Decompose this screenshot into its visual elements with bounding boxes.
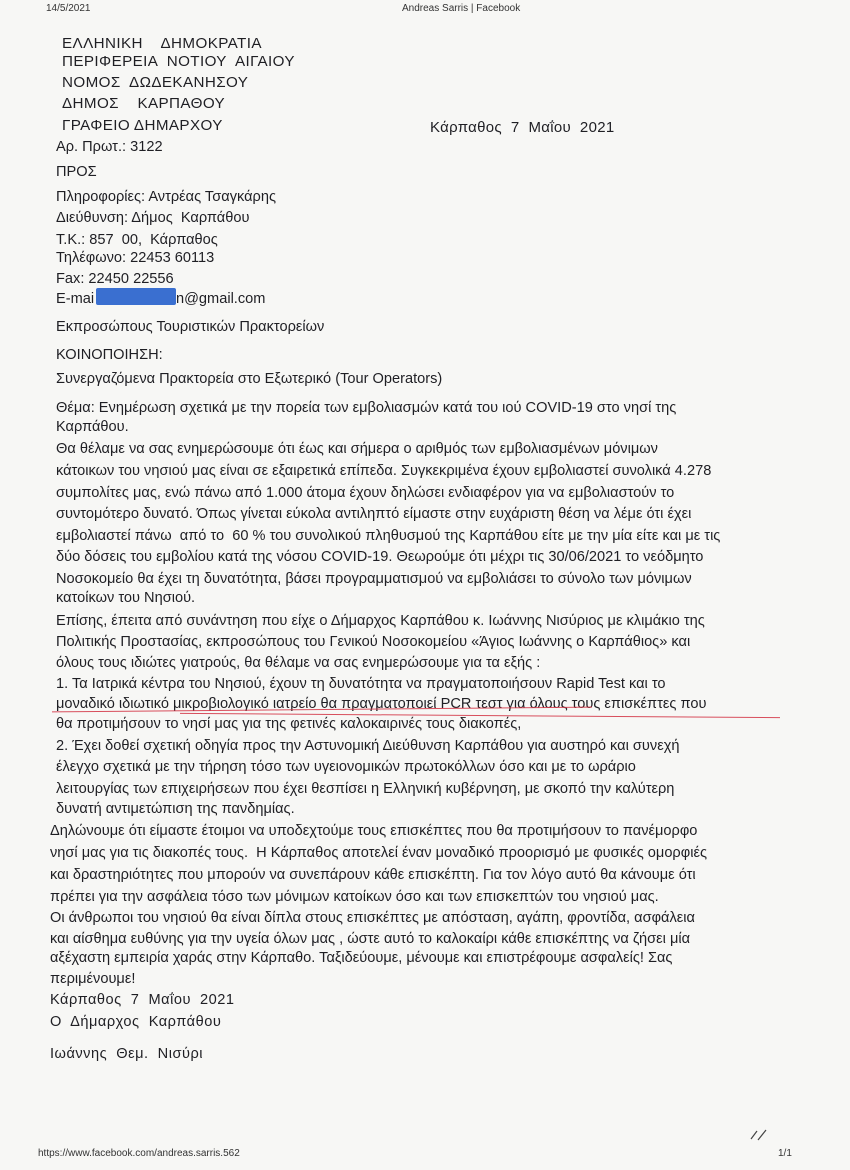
body-line: όλους τους ιδιώτες γιατρούς, θα θέλαμε να σας ενημερώσουμε για τα εξής : — [56, 655, 541, 671]
address-line: Διεύθυνση: Δήμος Καρπάθου — [56, 210, 250, 226]
cc-recipients: Συνεργαζόμενα Πρακτορεία στο Εξωτερικό (Tour Operators) — [56, 371, 443, 387]
to-heading: ΠΡΟΣ — [56, 164, 97, 180]
protocol-number: Αρ. Πρωτ.: 3122 — [56, 139, 163, 155]
body-line: 2. Έχει δοθεί σχετική οδηγία προς την Αστυνομική Διεύθυνση Καρπάθου για αυστηρό και συνεχή — [56, 738, 680, 754]
body-line: λειτουργίας των επιχειρήσεων που έχει θεσπίσει η Ελληνική κυβέρνηση, με σκοπό την καλύτερη — [56, 781, 675, 797]
signature-name: Ιωάννης Θεμ. Νισύρι — [50, 1046, 203, 1062]
body-line: Καρπάθου. — [56, 419, 129, 435]
body-line: δύο δόσεις του εμβολίου κατά της νόσου COVID-19. Θεωρούμε ότι μέχρι τις 30/06/2021 το νεόδμητο — [56, 549, 704, 565]
postcode-line: Τ.Κ.: 857 00, Κάρπαθος — [56, 232, 218, 248]
body-line: 1. Τα Ιατρικά κέντρα του Νησιού, έχουν τη δυνατότητα να πραγματοποιήσουν Rapid Test και το — [56, 676, 666, 692]
print-url: https://www.facebook.com/andreas.sarris.562 — [38, 1148, 240, 1159]
body-line: εμβολιαστεί πάνω από το 60 % του συνολικού πληθυσμού της Καρπάθου είτε με την μία είτε και με τις — [56, 528, 721, 544]
to-recipients: Εκπροσώπους Τουριστικών Πρακτορείων — [56, 319, 325, 335]
body-line: συμπολίτες μας, ενώ πάνω από 1.000 άτομα έχουν δηλώσει ενδιαφέρον για να εμβολιαστούν το — [56, 485, 675, 501]
body-line: αξέχαστη εμπειρία χαράς στην Κάρπαθο. Ταξιδεύουμε, μένουμε και επιστρέφουμε ασφαλείς! Σας — [50, 950, 673, 966]
body-line: κάτοικων του νησιού μας είναι σε εξαιρετικά επίπεδα. Συγκεκριμένα έχουν εμβολιαστεί συνολικά 4.278 — [56, 463, 712, 479]
phone-line: Τηλέφωνο: 22453 60113 — [56, 250, 215, 266]
body-line: περιμένουμε! — [50, 971, 136, 987]
body-line: δυνατή αντιμετώπιση της πανδημίας. — [56, 801, 295, 817]
body-line: Οι άνθρωποι του νησιού θα είναι δίπλα στους επισκέπτες με απόσταση, αγάπη, φροντίδα, ασφάλεια — [50, 910, 695, 926]
letterhead-line: ΠΕΡΙΦΕΡΕΙΑ ΝΟΤΙΟΥ ΑΙΓΑΙΟΥ — [62, 53, 295, 70]
body-line: Επίσης, έπειτα από συνάντηση που είχε ο Δήμαρχος Καρπάθου κ. Ιωάννης Νισύριος με κλιμάκιο της — [56, 613, 705, 629]
body-line: Δηλώνουμε ότι είμαστε έτοιμοι να υποδεχτούμε τους επισκέπτες που θα προτιμήσουν το πανέμορφο — [50, 823, 698, 839]
cc-heading: ΚΟΙΝΟΠΟΙΗΣΗ: — [56, 347, 163, 363]
print-page-number: 1/1 — [778, 1148, 792, 1159]
email-redaction — [96, 288, 176, 305]
print-date: 14/5/2021 — [46, 3, 91, 14]
body-line: Πολιτικής Προστασίας, εκπροσώπους του Γενικού Νοσοκομείου «Άγιος Ιωάννης ο Καρπάθιος» και — [56, 634, 691, 650]
email-prefix: E-mai — [56, 291, 95, 307]
print-title: Andreas Sarris | Facebook — [402, 3, 521, 14]
email-suffix: n@gmail.com — [176, 291, 266, 307]
fax-line: Fax: 22450 22556 — [56, 271, 174, 287]
body-line: και αίσθημα ευθύνης για την υγεία όλων μας , ώστε αυτό το καλοκαίρι κάθε επισκέπτης να ζήσει μία — [50, 931, 691, 947]
body-line: νησί μας για τις διακοπές τους. Η Κάρπαθος αποτελεί έναν μοναδικό προορισμό με φυσικές ομορφιές — [50, 845, 707, 861]
body-line: κατοίκων του Νησιού. — [56, 590, 196, 606]
info-line: Πληροφορίες: Αντρέας Τσαγκάρης — [56, 189, 276, 205]
letterhead-line: ΓΡΑΦΕΙΟ ΔΗΜΑΡΧΟΥ — [62, 117, 223, 134]
body-line: έλεγχο σχετικά με την τήρηση τόσο των υγειονομικών πρωτοκόλλων όσο και με το ωράριο — [56, 759, 636, 775]
pen-tick-mark — [749, 1128, 771, 1142]
body-line: Θα θέλαμε να σας ενημερώσουμε ότι έως και σήμερα ο αριθμός των εμβολιασμένων μόνιμων — [56, 441, 658, 457]
signature-date: Κάρπαθος 7 Μαΐου 2021 — [50, 992, 235, 1008]
body-line: συντομότερο δυνατό. Όπως γίνεται εύκολα αντιληπτό είμαστε στην ευχάριστη θέση να λέμε ότι έχει — [56, 506, 692, 522]
body-line: Νοσοκομείο θα έχει τη δυνατότητα, βάσει προγραμματισμού να εμβολιάσει το σύνολο των μόνιμων — [56, 571, 692, 587]
letter-date: Κάρπαθος 7 Μαΐου 2021 — [430, 119, 615, 136]
body-line-underlined: μοναδικό ιδιωτικό μικροβιολογικό ιατρείο θα πραγματοποιεί PCR τεστ για όλους τους επισκέπτες που — [56, 696, 707, 712]
subject-line: Θέμα: Ενημέρωση σχετικά με την πορεία των εμβολιασμών κατά του ιού COVID-19 στο νησί της — [56, 400, 677, 416]
letterhead-line: ΝΟΜΟΣ ΔΩΔΕΚΑΝΗΣΟΥ — [62, 74, 249, 91]
letterhead-line: ΕΛΛΗΝΙΚΗ ΔΗΜΟΚΡΑΤΙΑ — [62, 35, 262, 52]
signature-role: Ο Δήμαρχος Καρπάθου — [50, 1014, 222, 1030]
body-line: θα προτιμήσουν το νησί μας για της φετινές καλοκαιρινές τους διακοπές, — [56, 716, 522, 732]
body-line: πρέπει για την ασφάλεια τόσο των μόνιμων κατοίκων όσο και των επισκεπτών του νησιού μας. — [50, 889, 659, 905]
body-line: και δραστηριότητες που μπορούν να συνεπάρουν κάθε επισκέπτη. Για τον λόγο αυτό θα κάνουμε ότι — [50, 867, 696, 883]
letterhead-line: ΔΗΜΟΣ ΚΑΡΠΑΘΟΥ — [62, 95, 226, 112]
